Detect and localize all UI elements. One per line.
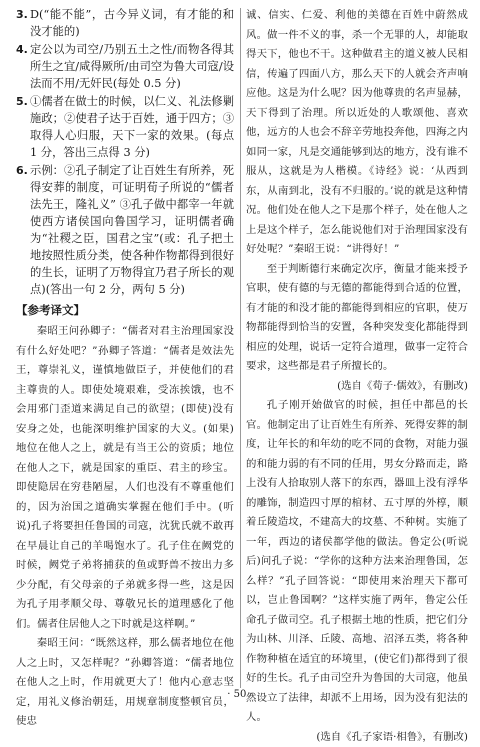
translation-paragraph: 秦昭王问孙卿子：“儒者对君主治理国家没有什么好处吧？”孙卿子答道：“儒者是效法先王，尊崇礼义，谨慎地做臣子，并使他们的君主尊贵的人。即使处境艰难，受冻挨饿，也不会用邪门歪道来满足自己的欲望；(即使)没有安身之处，也能深明维护国家的大义。(如果)地位在他人之上，就是有当王公的资质；地位在他人之下，就是国家的重臣、君主的珍宝。即使隐居在穷巷陋屋，人们也没有不尊重他们的，因为治国之道确实掌握在他们手中。(听说)孔子将要担任鲁国的司寇，沈犹氏就不敢再在早晨让自己的羊喝饱水了。孔子住在阙党的时候，阙党子弟将捕获的鱼或野兽不按出力多少分配，有父母亲的子弟就多得一些，这是因为孔子用孝顺父母、尊敬兄长的道理感化了他们。儒者住居他人之下时就是这样啊。” <box>16 322 234 634</box>
translation-paragraph: 至于判断德行来确定次序，衡量才能来授予官职，使有德的与无德的都能得到合适的位置，有才能的和没才能的都能得到相应的官职，使万物都能得到恰当的安置，各种突发变化都能得到相应的处理，说话一定符合道理，做事一定符合要求，这些都是君子所擅长的。 <box>246 260 468 377</box>
translation-paragraph: 秦昭王问：“既然这样，那么儒者地位在他人之上时，又怎样呢？”孙卿答道：“儒者地位在他人之上时，作用就更大了！他内心意志坚定，用礼义修治朝廷，用规章制度整顿官员，使忠 <box>16 634 234 732</box>
answer-number: 5. <box>16 93 30 161</box>
answer-item <box>16 162 234 298</box>
source-citation: (选自《孔子家语·相鲁》，有删改) <box>246 728 468 747</box>
answer-list <box>16 6 234 298</box>
answer-text: ①儒者在做士的时候，以仁义、礼法修剿施政；②使君子达于百姓，通于四方；③取得人心归服，天下一家的效果。(每点 1 分，答出三点得 3 分) <box>30 93 234 161</box>
left-column <box>16 6 234 732</box>
answer-number: 3. <box>16 6 30 40</box>
answer-text: D(“能不能”，古今异义词，有才能的和没才能的) <box>30 6 234 40</box>
answer-item <box>16 6 234 40</box>
answer-text: 定公以为司空/乃别五土之性/而物各得其所生之宜/咸得厥所/由司空为鲁大司寇/设法而不用/无奸民(每处 0.5 分) <box>30 41 234 92</box>
answer-number: 6. <box>16 162 30 298</box>
page-number: · 50 · <box>0 689 480 700</box>
source-citation: (选自《荀子·儒效》，有删改) <box>246 377 468 397</box>
column-divider <box>240 8 241 688</box>
answer-text: 示例：②孔子制定了让百姓生有所养，死得安葬的制度，可证明荀子所说的“儒者法先王，隆礼义” ③孔子做中都宰一年就使西方诸侯国向鲁国学习，证明儒者确为“社稷之臣，国君之宝”(或：孔子把土地按照性质分类，使各种作物都得到很好的生长，证明了万物得宜乃君子所长的观点)(答出一句 2 分，两句 5 分) <box>30 162 234 298</box>
reference-heading: 【参考译文】 <box>16 302 234 319</box>
answer-item <box>16 93 234 161</box>
answer-item <box>16 41 234 92</box>
answer-number: 4. <box>16 41 30 92</box>
translation-paragraph: 孔子刚开始做官的时候，担任中都邑的长官。他制定出了让百姓生有所养、死得安葬的制度，让年长的和年幼的吃不同的食物，对能力强的和能力弱的有不同的任用，男女分路而走，路上没有人拾取别人落下的东西，器皿上没有浮华的雕饰，制造四寸厚的棺材、五寸厚的外椁，顺着丘陵造坟，不建高大的坟墓、不种树。实施了一年，西边的诸侯都学他的做法。鲁定公(听说后)问孔子说：“学你的这种方法来治理鲁国，怎么样？”孔子回答说：“即使用来治理天下都可以，岂止鲁国啊？”这样实施了两年，鲁定公任命孔子做司空。孔子根据土地的性质，把它们分为山林、川泽、丘陵、高地、沼泽五类，将各种作物种植在适宜的环境里，(使它们)都得到了很好的生长。孔子由司空升为鲁国的大司寇，他虽然设立了法律，却派不上用场，因为没有犯法的人。 <box>246 396 468 728</box>
right-column <box>246 6 468 747</box>
translation-paragraph-continued: 诚、信实、仁爱、利他的美德在百姓中蔚然成风。做一件不义的事，杀一个无罪的人，却能取得天下，他也不干。这种做君主的道义被人民相信，传遍了四面八方，那么天下的人就会齐声响应他。这是为什么呢？因为他尊贵的名声显赫，天下得到了治理。所以近处的人歌颂他、喜欢他，远方的人也会不辞辛劳地投奔他，四海之内如同一家，凡是交通能够到达的地方，没有谁不服从，这就是为人楷模。《诗经》说：‘从西到东，从南到北，没有不归服的。’说的就是这种情况。他们处在他人之下是那个样子，处在他人之上是这个样子，怎么能说他们对于治理国家没有好处呢？”秦昭王说：“讲得好！” <box>246 6 468 260</box>
